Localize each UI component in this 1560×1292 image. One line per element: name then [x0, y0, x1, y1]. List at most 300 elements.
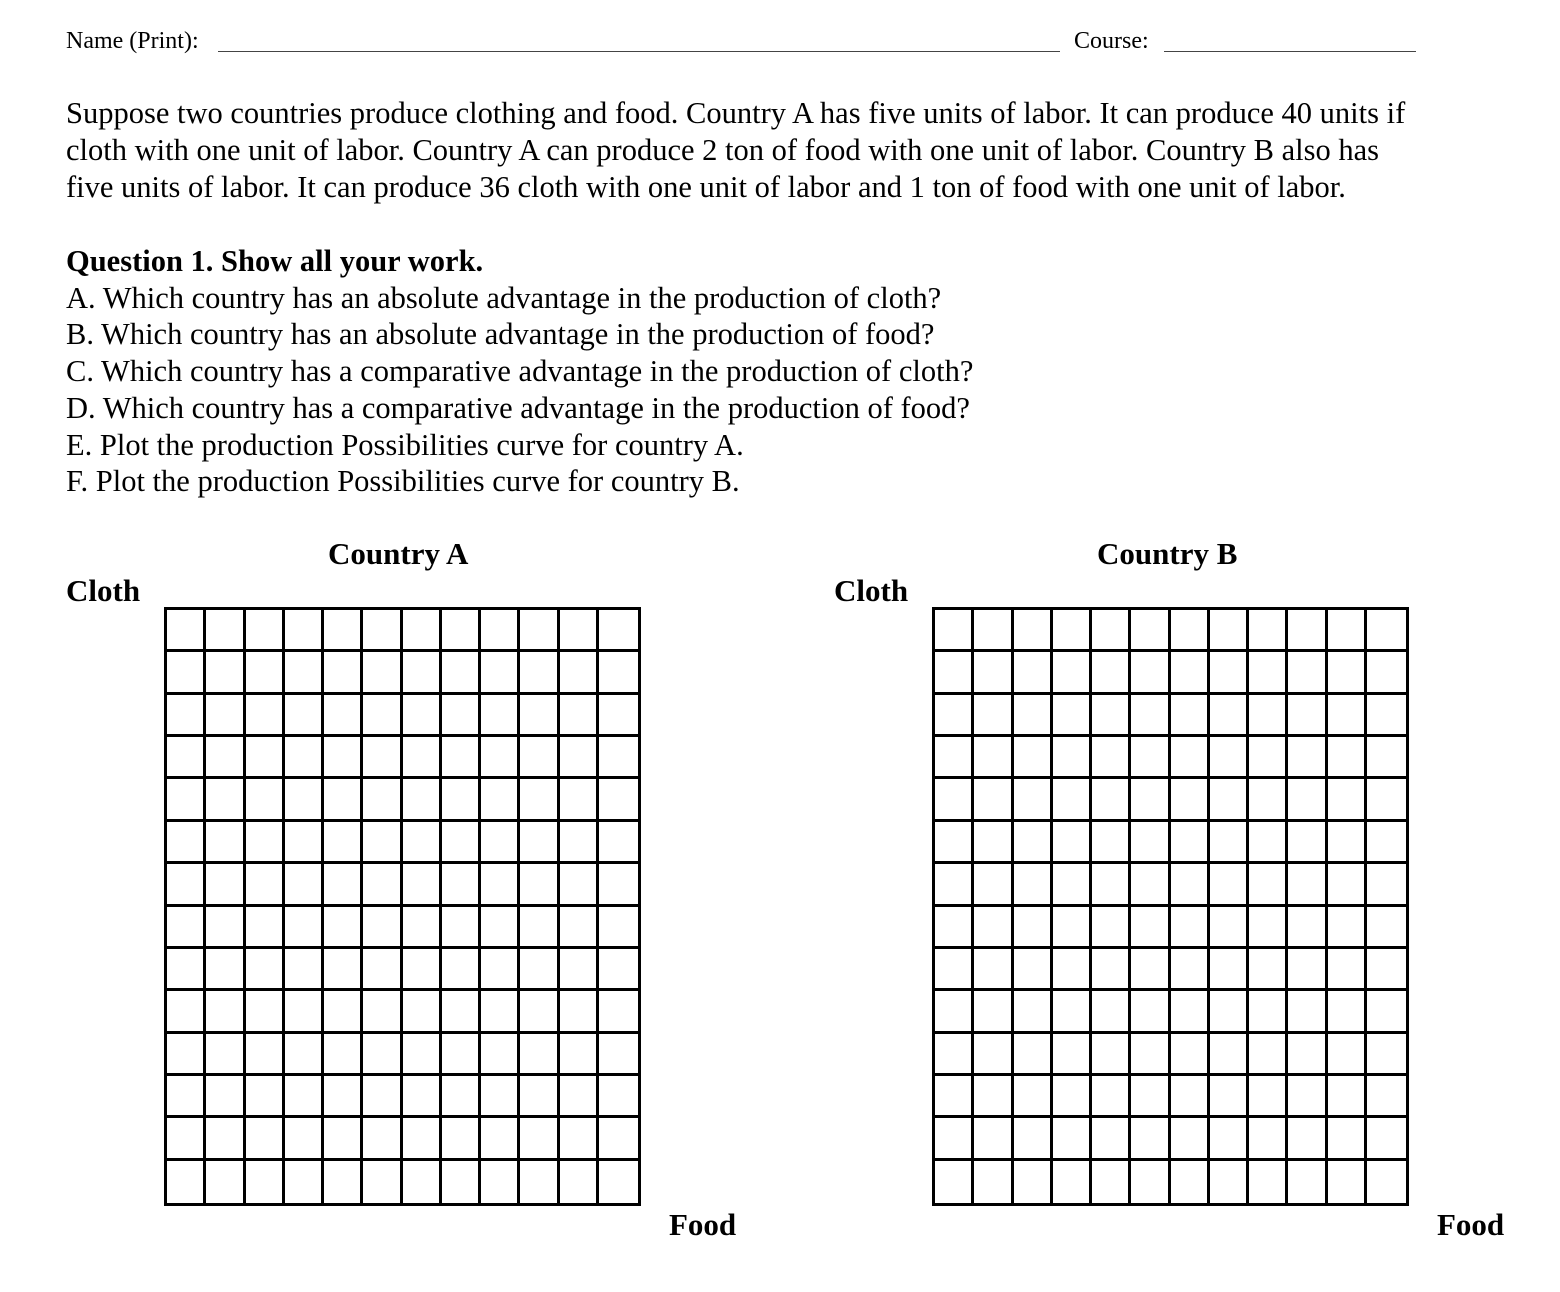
grid-cell	[520, 1161, 559, 1203]
grid-cell	[363, 991, 402, 1033]
grid-cell	[1092, 737, 1131, 779]
grid-cell	[403, 779, 442, 821]
grid-cell	[1171, 949, 1210, 991]
grid-cell	[481, 991, 520, 1033]
grid-cell	[442, 949, 481, 991]
grid-cell	[285, 737, 324, 779]
grid-cell	[481, 610, 520, 652]
grid-cell	[206, 991, 245, 1033]
question-item-f: F. Plot the production Possibilities curve for country B.	[66, 464, 740, 499]
grid-cell	[1092, 991, 1131, 1033]
grid-cell	[1249, 1118, 1288, 1160]
grid-cell	[1249, 1161, 1288, 1203]
grid-cell	[324, 1161, 363, 1203]
grid-cell	[1210, 695, 1249, 737]
grid-cell	[1171, 695, 1210, 737]
grid-cell	[324, 652, 363, 694]
grid-cell	[1092, 1118, 1131, 1160]
grid-cell	[403, 652, 442, 694]
grid-cell	[1053, 652, 1092, 694]
grid-cell	[1053, 1118, 1092, 1160]
grid-cell	[206, 1161, 245, 1203]
chart-b-x-label: Food	[1437, 1207, 1505, 1242]
grid-cell	[246, 695, 285, 737]
grid-cell	[1092, 907, 1131, 949]
grid-cell	[1131, 779, 1170, 821]
grid-cell	[167, 695, 206, 737]
course-label: Course:	[1074, 28, 1149, 54]
grid-cell	[560, 779, 599, 821]
grid-cell	[1014, 991, 1053, 1033]
grid-cell	[1092, 695, 1131, 737]
grid-cell	[285, 610, 324, 652]
grid-cell	[1288, 949, 1327, 991]
grid-cell	[1210, 907, 1249, 949]
grid-cell	[599, 652, 638, 694]
grid-cell	[1249, 907, 1288, 949]
grid-cell	[403, 737, 442, 779]
grid-cell	[167, 1118, 206, 1160]
grid-cell	[560, 1034, 599, 1076]
grid-cell	[285, 907, 324, 949]
grid-cell	[560, 991, 599, 1033]
grid-cell	[560, 1118, 599, 1160]
grid-cell	[1328, 1034, 1367, 1076]
grid-cell	[935, 652, 974, 694]
grid-cell	[1367, 1034, 1406, 1076]
grid-cell	[363, 695, 402, 737]
grid-cell	[974, 822, 1013, 864]
grid-cell	[403, 991, 442, 1033]
grid-cell	[1367, 1076, 1406, 1118]
grid-cell	[935, 864, 974, 906]
grid-cell	[974, 949, 1013, 991]
grid-cell	[442, 1118, 481, 1160]
question-item-d: D. Which country has a comparative advantage in the production of food?	[66, 390, 970, 425]
grid-cell	[246, 737, 285, 779]
grid-cell	[206, 907, 245, 949]
grid-cell	[167, 864, 206, 906]
grid-cell	[285, 949, 324, 991]
grid-cell	[324, 907, 363, 949]
grid-cell	[1171, 1118, 1210, 1160]
grid-cell	[167, 1076, 206, 1118]
grid-cell	[403, 1118, 442, 1160]
grid-cell	[481, 864, 520, 906]
grid-cell	[935, 779, 974, 821]
grid-cell	[1288, 864, 1327, 906]
grid-cell	[285, 1034, 324, 1076]
grid-cell	[935, 737, 974, 779]
grid-cell	[363, 1118, 402, 1160]
grid-cell	[1171, 991, 1210, 1033]
grid-cell	[363, 822, 402, 864]
grid-cell	[1210, 991, 1249, 1033]
chart-b-title: Country B	[1097, 536, 1238, 571]
grid-cell	[1014, 1161, 1053, 1203]
question-item-b: B. Which country has an absolute advantage in the production of food?	[66, 317, 935, 352]
grid-cell	[167, 822, 206, 864]
grid-cell	[442, 610, 481, 652]
grid-cell	[1367, 652, 1406, 694]
grid-cell	[520, 610, 559, 652]
grid-cell	[1328, 907, 1367, 949]
grid-cell	[599, 695, 638, 737]
question-item-c: C. Which country has a comparative advantage in the production of cloth?	[66, 354, 974, 389]
chart-a-title: Country A	[328, 536, 469, 571]
grid-cell	[1053, 864, 1092, 906]
grid-cell	[1367, 610, 1406, 652]
grid-cell	[442, 652, 481, 694]
grid-cell	[324, 610, 363, 652]
grid-cell	[1328, 652, 1367, 694]
grid-cell	[167, 907, 206, 949]
grid-cell	[1131, 695, 1170, 737]
grid-cell	[246, 1161, 285, 1203]
grid-cell	[935, 695, 974, 737]
grid-cell	[1249, 1076, 1288, 1118]
grid-cell	[520, 864, 559, 906]
grid-cell	[1288, 779, 1327, 821]
grid-cell	[599, 822, 638, 864]
grid-cell	[560, 737, 599, 779]
problem-line: Suppose two countries produce clothing and food. Country A has five units of labor. It can produce 40 units if	[66, 96, 1406, 130]
grid-cell	[599, 1161, 638, 1203]
course-field[interactable]	[1164, 51, 1416, 52]
grid-cell	[1249, 652, 1288, 694]
grid-cell	[285, 1118, 324, 1160]
grid-cell	[974, 864, 1013, 906]
grid-cell	[974, 907, 1013, 949]
grid-cell	[560, 1161, 599, 1203]
grid-cell	[520, 695, 559, 737]
grid-cell	[1131, 822, 1170, 864]
grid-cell	[324, 822, 363, 864]
grid-cell	[1210, 1034, 1249, 1076]
grid-cell	[206, 695, 245, 737]
grid-cell	[1249, 1034, 1288, 1076]
grid-cell	[1014, 1034, 1053, 1076]
grid-cell	[481, 779, 520, 821]
name-label: Name (Print):	[66, 28, 199, 54]
grid-cell	[935, 1034, 974, 1076]
grid-cell	[1014, 610, 1053, 652]
grid-cell	[935, 822, 974, 864]
grid-cell	[285, 864, 324, 906]
grid-cell	[1288, 610, 1327, 652]
grid-cell	[1249, 991, 1288, 1033]
question-item-a: A. Which country has an absolute advantage in the production of cloth?	[66, 280, 942, 315]
chart-b-grid[interactable]	[932, 607, 1409, 1206]
grid-cell	[1014, 1076, 1053, 1118]
grid-cell	[560, 907, 599, 949]
grid-cell	[1328, 695, 1367, 737]
grid-cell	[324, 779, 363, 821]
grid-cell	[935, 907, 974, 949]
grid-cell	[1210, 949, 1249, 991]
grid-cell	[1367, 991, 1406, 1033]
grid-cell	[1367, 907, 1406, 949]
grid-cell	[974, 1076, 1013, 1118]
grid-cell	[403, 1034, 442, 1076]
grid-cell	[1131, 907, 1170, 949]
grid-cell	[1014, 822, 1053, 864]
grid-cell	[442, 737, 481, 779]
grid-cell	[1367, 822, 1406, 864]
grid-cell	[246, 1118, 285, 1160]
grid-cell	[206, 1118, 245, 1160]
grid-cell	[1328, 864, 1367, 906]
grid-cell	[974, 610, 1013, 652]
grid-cell	[1249, 864, 1288, 906]
grid-cell	[167, 610, 206, 652]
grid-cell	[1053, 1161, 1092, 1203]
grid-cell	[246, 652, 285, 694]
grid-cell	[403, 1161, 442, 1203]
grid-cell	[1131, 737, 1170, 779]
grid-cell	[1328, 991, 1367, 1033]
question-title: Question 1. Show all your work.	[66, 244, 484, 278]
grid-cell	[560, 652, 599, 694]
grid-cell	[1053, 695, 1092, 737]
grid-cell	[599, 1118, 638, 1160]
grid-cell	[481, 1118, 520, 1160]
grid-cell	[1328, 1076, 1367, 1118]
grid-cell	[1367, 737, 1406, 779]
grid-cell	[442, 695, 481, 737]
grid-cell	[1328, 610, 1367, 652]
grid-cell	[520, 1076, 559, 1118]
grid-cell	[1288, 1076, 1327, 1118]
grid-cell	[1288, 907, 1327, 949]
grid-cell	[206, 610, 245, 652]
grid-cell	[1171, 1034, 1210, 1076]
grid-cell	[520, 1118, 559, 1160]
grid-cell	[246, 864, 285, 906]
grid-cell	[1014, 907, 1053, 949]
grid-cell	[1053, 1076, 1092, 1118]
grid-cell	[935, 1118, 974, 1160]
grid-cell	[1131, 652, 1170, 694]
grid-cell	[246, 907, 285, 949]
grid-cell	[520, 1034, 559, 1076]
grid-cell	[324, 737, 363, 779]
grid-cell	[324, 864, 363, 906]
grid-cell	[167, 949, 206, 991]
grid-cell	[1053, 991, 1092, 1033]
grid-cell	[1367, 1161, 1406, 1203]
grid-cell	[285, 1076, 324, 1118]
grid-cell	[935, 1076, 974, 1118]
grid-cell	[1249, 779, 1288, 821]
grid-cell	[974, 695, 1013, 737]
grid-cell	[1131, 1161, 1170, 1203]
grid-cell	[403, 949, 442, 991]
grid-cell	[1092, 1076, 1131, 1118]
grid-cell	[442, 1076, 481, 1118]
name-field[interactable]	[218, 51, 1060, 52]
grid-cell	[1210, 779, 1249, 821]
grid-cell	[935, 991, 974, 1033]
grid-cell	[403, 864, 442, 906]
grid-cell	[560, 1076, 599, 1118]
grid-cell	[481, 695, 520, 737]
grid-cell	[560, 864, 599, 906]
grid-cell	[1014, 949, 1053, 991]
grid-cell	[403, 610, 442, 652]
grid-cell	[1014, 1118, 1053, 1160]
chart-a-x-label: Food	[669, 1207, 737, 1242]
grid-cell	[285, 779, 324, 821]
grid-cell	[1210, 1118, 1249, 1160]
grid-cell	[403, 695, 442, 737]
grid-cell	[974, 737, 1013, 779]
grid-cell	[1328, 1118, 1367, 1160]
grid-cell	[481, 1076, 520, 1118]
grid-cell	[1328, 822, 1367, 864]
grid-cell	[1171, 652, 1210, 694]
grid-cell	[1092, 822, 1131, 864]
grid-cell	[935, 949, 974, 991]
chart-a-grid[interactable]	[164, 607, 641, 1206]
grid-cell	[974, 652, 1013, 694]
grid-cell	[1210, 652, 1249, 694]
grid-cell	[974, 1118, 1013, 1160]
grid-cell	[442, 822, 481, 864]
grid-cell	[1014, 737, 1053, 779]
grid-cell	[246, 822, 285, 864]
grid-cell	[520, 907, 559, 949]
grid-cell	[167, 1034, 206, 1076]
grid-cell	[285, 652, 324, 694]
grid-cell	[1249, 610, 1288, 652]
grid-cell	[324, 1034, 363, 1076]
grid-cell	[403, 907, 442, 949]
grid-cell	[1053, 949, 1092, 991]
grid-cell	[206, 949, 245, 991]
grid-cell	[1014, 864, 1053, 906]
grid-cell	[1092, 779, 1131, 821]
grid-cell	[167, 737, 206, 779]
chart-b-y-label: Cloth	[834, 573, 909, 608]
problem-statement	[66, 95, 1506, 206]
grid-cell	[324, 1076, 363, 1118]
grid-cell	[1210, 737, 1249, 779]
grid-cell	[1171, 610, 1210, 652]
grid-cell	[1288, 822, 1327, 864]
grid-cell	[363, 1161, 402, 1203]
grid-cell	[974, 1034, 1013, 1076]
grid-cell	[520, 652, 559, 694]
grid-cell	[1367, 779, 1406, 821]
grid-cell	[520, 779, 559, 821]
grid-cell	[935, 610, 974, 652]
grid-cell	[324, 991, 363, 1033]
grid-cell	[167, 652, 206, 694]
grid-cell	[481, 737, 520, 779]
grid-cell	[599, 907, 638, 949]
grid-cell	[1092, 949, 1131, 991]
grid-cell	[520, 991, 559, 1033]
grid-cell	[1014, 779, 1053, 821]
grid-cell	[481, 1034, 520, 1076]
grid-cell	[1092, 1161, 1131, 1203]
grid-cell	[1131, 1076, 1170, 1118]
grid-cell	[1053, 779, 1092, 821]
grid-cell	[1171, 907, 1210, 949]
question-block	[66, 243, 973, 500]
grid-cell	[246, 1076, 285, 1118]
grid-cell	[167, 991, 206, 1033]
grid-cell	[246, 949, 285, 991]
grid-cell	[403, 1076, 442, 1118]
grid-cell	[560, 610, 599, 652]
problem-line: five units of labor. It can produce 36 cloth with one unit of labor and 1 ton of food with one unit of labor.	[66, 170, 1346, 204]
grid-cell	[246, 991, 285, 1033]
grid-cell	[1053, 822, 1092, 864]
grid-cell	[285, 822, 324, 864]
grid-cell	[285, 991, 324, 1033]
grid-cell	[974, 1161, 1013, 1203]
grid-cell	[1367, 695, 1406, 737]
grid-cell	[363, 652, 402, 694]
grid-cell	[1328, 737, 1367, 779]
grid-cell	[1210, 822, 1249, 864]
grid-cell	[1131, 949, 1170, 991]
grid-cell	[1249, 822, 1288, 864]
grid-cell	[363, 949, 402, 991]
grid-cell	[560, 949, 599, 991]
grid-cell	[1092, 652, 1131, 694]
grid-cell	[974, 991, 1013, 1033]
grid-cell	[1288, 1034, 1327, 1076]
grid-cell	[363, 737, 402, 779]
grid-cell	[206, 1076, 245, 1118]
grid-cell	[1328, 1161, 1367, 1203]
grid-cell	[599, 991, 638, 1033]
grid-cell	[481, 822, 520, 864]
grid-cell	[560, 822, 599, 864]
grid-cell	[1131, 991, 1170, 1033]
grid-cell	[1092, 1034, 1131, 1076]
grid-cell	[206, 779, 245, 821]
grid-cell	[599, 1076, 638, 1118]
grid-cell	[1014, 652, 1053, 694]
grid-cell	[599, 864, 638, 906]
grid-cell	[363, 1076, 402, 1118]
grid-cell	[520, 737, 559, 779]
chart-a-y-label: Cloth	[66, 573, 141, 608]
grid-cell	[324, 695, 363, 737]
grid-cell	[324, 1118, 363, 1160]
grid-cell	[974, 779, 1013, 821]
grid-cell	[1210, 864, 1249, 906]
grid-cell	[1249, 949, 1288, 991]
grid-cell	[1328, 949, 1367, 991]
grid-cell	[206, 737, 245, 779]
grid-cell	[285, 1161, 324, 1203]
grid-cell	[935, 1161, 974, 1203]
grid-cell	[324, 949, 363, 991]
grid-cell	[1288, 737, 1327, 779]
grid-cell	[1288, 1118, 1327, 1160]
grid-cell	[599, 1034, 638, 1076]
grid-cell	[442, 1161, 481, 1203]
grid-cell	[363, 610, 402, 652]
grid-cell	[442, 1034, 481, 1076]
grid-cell	[363, 779, 402, 821]
grid-cell	[1092, 864, 1131, 906]
